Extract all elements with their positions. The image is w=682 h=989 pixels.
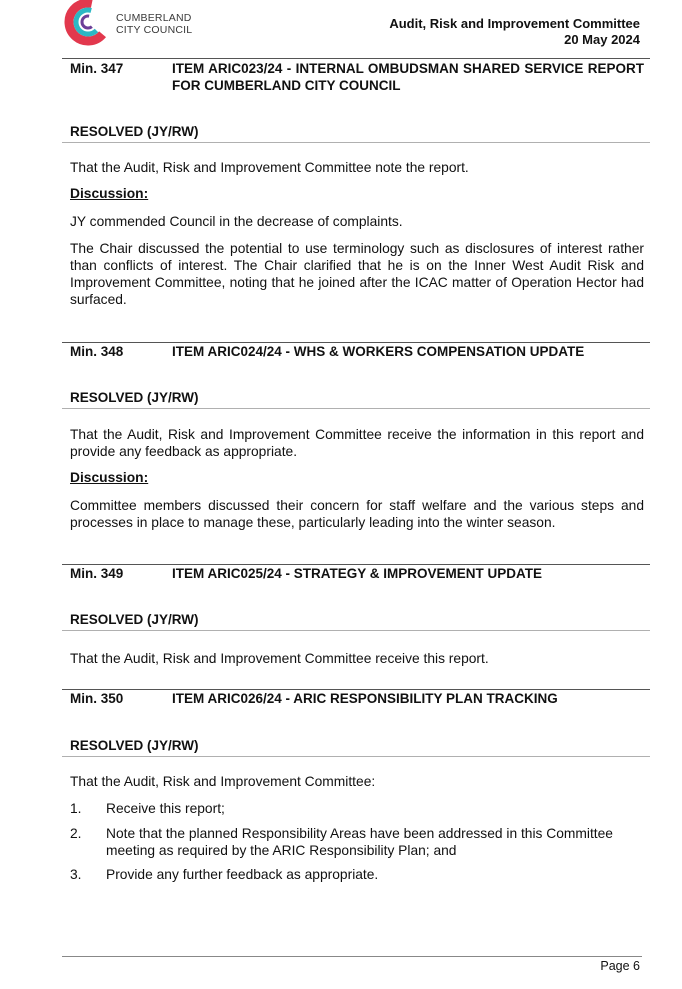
resolved-rule: [62, 756, 650, 757]
resolution-text: That the Audit, Risk and Improvement Committee note the report.: [70, 160, 469, 175]
resolution-text: That the Audit, Risk and Improvement Committee receive the information in this report and provide any feedback as appropriate.: [70, 427, 644, 459]
list-number: 3.: [70, 867, 82, 882]
resolved-label: RESOLVED (JY/RW): [70, 390, 199, 405]
header-right: [389, 16, 640, 48]
minute-number: Min. 349: [70, 566, 124, 581]
discussion-label: Discussion:: [70, 186, 149, 201]
minute-number: Min. 347: [70, 61, 124, 76]
list-number: 2.: [70, 826, 82, 841]
list-text: Receive this report;: [106, 801, 225, 816]
resolved-rule: [62, 630, 650, 631]
footer-rule: [62, 956, 642, 957]
org-line-2: CITY COUNCIL: [116, 24, 193, 36]
discussion-paragraph: Committee members discussed their concern for staff welfare and the various steps and processes in place to manage these, particularly leading into the winter season.: [70, 498, 644, 530]
resolved-rule: [62, 408, 650, 409]
minute-number: Min. 350: [70, 691, 124, 706]
minute-number: Min. 348: [70, 344, 124, 359]
org-line-1: CUMBERLAND: [116, 12, 192, 24]
resolved-label: RESOLVED (JY/RW): [70, 612, 199, 627]
resolved-label: RESOLVED (JY/RW): [70, 738, 199, 753]
page-number: Page 6: [600, 959, 640, 973]
section-rule: [62, 342, 650, 343]
list-number: 1.: [70, 801, 82, 816]
item-title: ITEM ARIC024/24 - WHS & WORKERS COMPENSATION UPDATE: [172, 344, 585, 359]
section-rule: [62, 58, 650, 59]
resolved-rule: [62, 142, 650, 143]
discussion-paragraph: JY commended Council in the decrease of complaints.: [70, 214, 403, 229]
list-text: Provide any further feedback as appropriate.: [106, 867, 379, 882]
resolution-text: That the Audit, Risk and Improvement Committee receive this report.: [70, 651, 489, 666]
item-title: ITEM ARIC025/24 - STRATEGY & IMPROVEMENT UPDATE: [172, 566, 543, 581]
list-text: Note that the planned Responsibility Areas have been addressed in this Committee meeting as required by the ARIC Responsibility Plan; and: [106, 826, 613, 858]
org-name: [116, 12, 192, 36]
resolution-text: That the Audit, Risk and Improvement Committee:: [70, 774, 376, 789]
meeting-date: 20 May 2024: [564, 32, 640, 47]
item-title: ITEM ARIC026/24 - ARIC RESPONSIBILITY PLAN TRACKING: [172, 691, 558, 706]
committee-name: Audit, Risk and Improvement Committee: [389, 16, 640, 31]
resolved-label: RESOLVED (JY/RW): [70, 124, 199, 139]
section-rule: [62, 564, 650, 565]
item-title: ITEM ARIC023/24 - INTERNAL OMBUDSMAN SHARED SERVICE REPORT FOR CUMBERLAND CITY COUNCIL: [172, 61, 644, 93]
section-rule: [62, 689, 650, 690]
discussion-paragraph: The Chair discussed the potential to use terminology such as disclosures of interest rather than conflicts of interest. The Chair clarified that he is on the Inner West Audit Risk and Improvement Committee, noting that he joined after the ICAC matter of Operation Hector had surfaced.: [70, 241, 644, 307]
discussion-label: Discussion:: [70, 470, 149, 485]
